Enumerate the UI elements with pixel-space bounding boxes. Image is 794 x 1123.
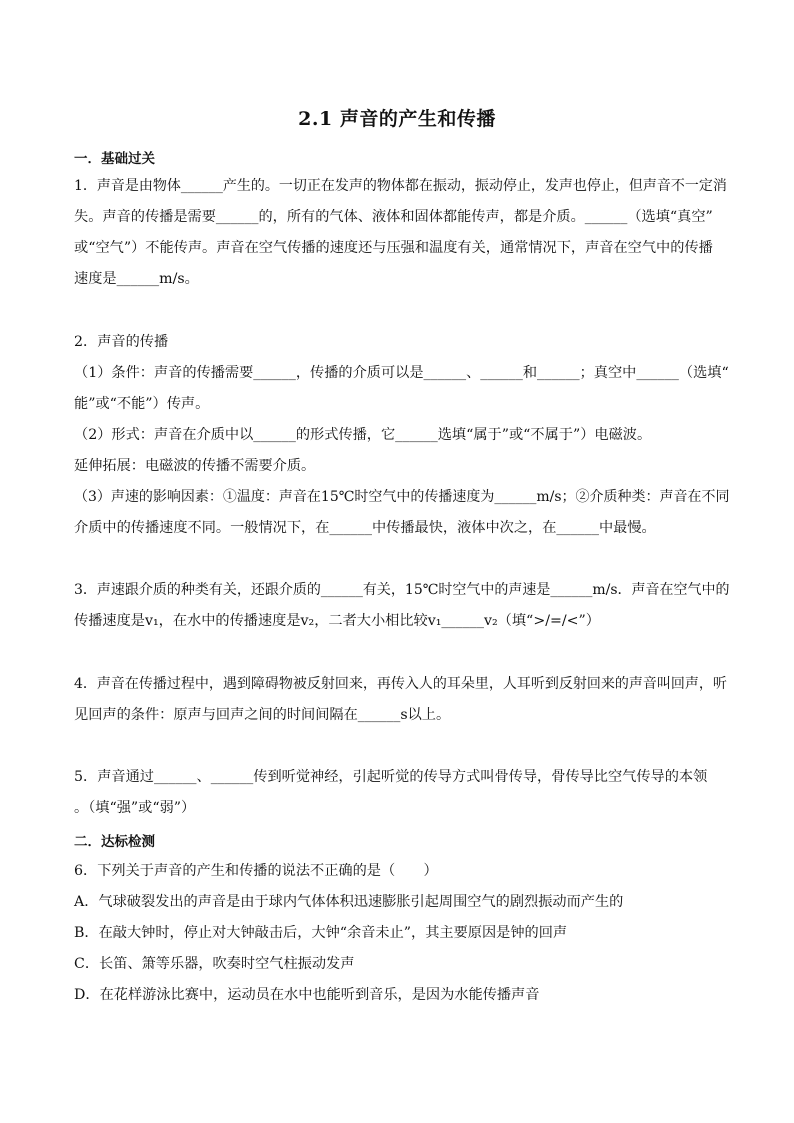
q2-line-3: （2）形式：声音在介质中以______的形式传播，它______选填“属于”或“不属于”）电磁波。 — [74, 427, 652, 443]
q5-line-1: 5．声音通过______、______传到听觉神经，引起听觉的传导方式叫骨传导，骨传导比空气传导的本领 — [74, 769, 708, 785]
q6-option-d: D．在花样游泳比赛中，运动员在水中也能听到音乐，是因为水能传播声音 — [74, 987, 540, 1003]
q3-line-1: 3．声速跟介质的种类有关，还跟介质的______有关，15℃时空气中的声速是______m/s．声音在空气中的 — [74, 582, 730, 598]
q1-line-2: 失。声音的传播是需要______的，所有的气体、液体和固体都能传声，都是介质。______（选填“真空” — [74, 209, 713, 225]
q2-heading: 2．声音的传播 — [74, 334, 169, 350]
q2-extension-note: 延伸拓展：电磁波的传播不需要介质。 — [74, 458, 316, 474]
q2-line-5: 介质中的传播速度不同。一般情况下，在______中传播最快，液体中次之，在______中最慢。 — [74, 520, 656, 536]
q1-line-1: 1．声音是由物体______产生的。一切正在发声的物体都在振动，振动停止，发声也停止，但声音不一定消 — [74, 178, 727, 194]
q1-line-4: 速度是______m/s。 — [74, 271, 199, 287]
q4-line-1: 4．声音在传播过程中，遇到障碍物被反射回来，再传入人的耳朵里，人耳听到反射回来的声音叫回声，听 — [74, 676, 727, 692]
q3-line-2: 传播速度是v₁，在水中的传播速度是v₂，二者大小相比较v₁______v₂（填“>/=/<”） — [74, 613, 600, 629]
q2-line-4: （3）声速的影响因素：①温度：声音在15℃时空气中的传播速度为______m/s；②介质种类：声音在不同 — [74, 489, 730, 505]
q6-stem: 6．下列关于声音的产生和传播的说法不正确的是（ ） — [74, 863, 438, 879]
q4-line-2: 见回声的条件：原声与回声之间的时间间隔在______s以上。 — [74, 707, 451, 723]
q6-option-b: B．在敲大钟时，停止对大钟敲击后，大钟“余音未止”，其主要原因是钟的回声 — [74, 925, 568, 941]
section-heading-test: 二．达标检测 — [74, 834, 155, 850]
section-heading-basics: 一．基础过关 — [74, 151, 155, 167]
q6-option-c: C．长笛、箫等乐器，吹奏时空气柱振动发声 — [74, 956, 355, 972]
q2-line-1: （1）条件：声音的传播需要______，传播的介质可以是______、______和______；真空中______（选填“ — [74, 365, 729, 381]
q6-option-a: A．气球破裂发出的声音是由于球内气体体积迅速膨胀引起周围空气的剧烈振动而产生的 — [74, 894, 624, 910]
q5-line-2: 。（填“强”或“弱”） — [74, 800, 196, 816]
q1-line-3: 或“空气”）不能传声。声音在空气传播的速度还与压强和温度有关，通常情况下，声音在空气中的传播 — [74, 240, 713, 256]
page-title: 2.1 声音的产生和传播 — [298, 108, 496, 130]
q2-line-2: 能”或“不能”）传声。 — [74, 396, 210, 412]
